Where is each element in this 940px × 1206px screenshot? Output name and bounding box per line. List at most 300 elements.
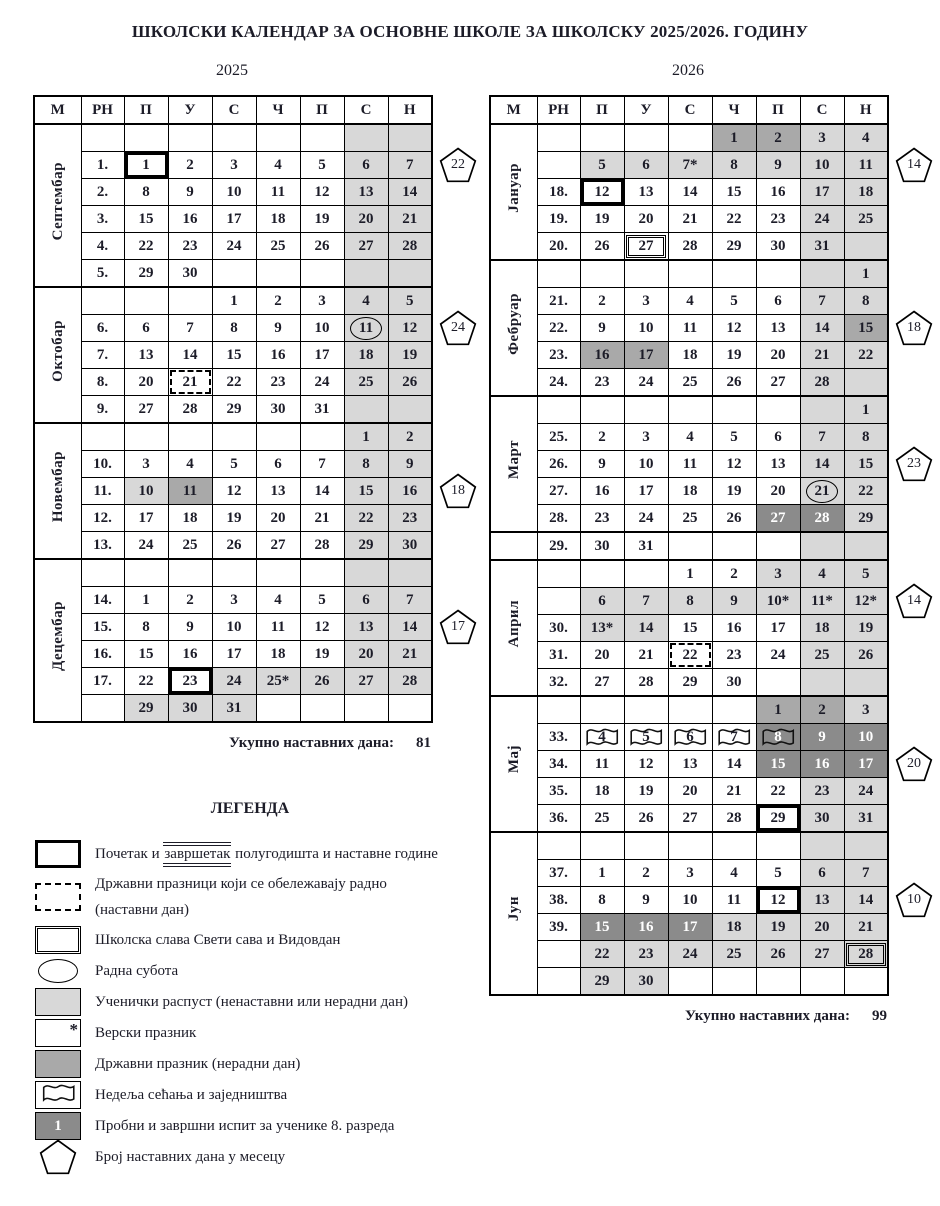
day-number: 24 [314,374,330,390]
day-number: 23 [182,673,198,689]
legend-item [35,871,505,923]
legend-text [95,1144,285,1170]
day-cell [624,696,668,724]
day-cell [756,206,800,233]
day-cell [388,396,432,424]
day-cell [624,832,668,860]
day-number: 28 [182,401,198,417]
day-number: 18 [182,510,198,526]
dashed-box-icon [35,883,81,911]
month-label-text: Децембар [49,600,66,672]
day-number: 27 [594,674,610,690]
legend-text [95,1082,287,1108]
day-number: 4 [598,729,606,745]
day-cell [800,342,844,369]
day-cell [388,179,432,206]
day-cell [300,287,344,315]
light-box-icon [35,988,81,1016]
day-cell [388,233,432,260]
day-number: 17 [638,483,654,499]
day-cell [624,478,668,505]
day-cell [712,124,756,152]
day-cell [844,532,888,560]
day-number: 4 [274,592,282,608]
legend-text [95,841,438,867]
day-cell [124,287,168,315]
day-number: 23 [638,946,654,962]
teaching-days-pentagon [895,310,933,346]
legend-item [35,957,505,985]
day-number: 25 [182,537,198,553]
day-number: 17 [226,646,242,662]
day-cell [624,206,668,233]
day-cell [668,451,712,478]
day-number: 12 [402,320,418,336]
teaching-days-pentagon [895,882,933,918]
day-cell [580,914,624,941]
day-cell [844,832,888,860]
day-number: 17 [638,347,654,363]
day-cell [712,369,756,397]
day-number: 23 [182,238,198,254]
month-label [34,559,81,722]
day-cell [212,695,256,723]
month-label [34,124,81,287]
day-cell [844,724,888,751]
day-number: 16 [270,347,286,363]
day-cell [300,179,344,206]
week-number-cell: 25. [537,424,580,451]
week-number-cell [537,260,580,288]
day-number: 6 [598,593,606,609]
day-cell [712,860,756,887]
day-number: 21 [182,374,198,390]
day-cell [756,887,800,914]
day-cell [300,396,344,424]
week-number-cell: 38. [537,887,580,914]
legend-text-part: завршетак [163,842,231,867]
day-cell [800,315,844,342]
day-cell [756,451,800,478]
legend-item [35,1112,505,1140]
day-cell [844,751,888,778]
day-number: 29 [858,510,874,526]
day-cell [388,451,432,478]
day-cell [124,641,168,668]
day-cell [580,805,624,833]
day-cell [800,588,844,615]
day-number: 9 [730,593,738,609]
day-cell [580,152,624,179]
legend-text-part: Државни празник (нерадни дан) [95,1056,301,1072]
day-cell [712,724,756,751]
day-cell [756,724,800,751]
day-cell [712,260,756,288]
day-cell [800,451,844,478]
day-cell [344,559,388,587]
day-cell [624,968,668,996]
day-number: 14 [314,483,330,499]
legend-text [95,1020,196,1046]
day-number: 27 [138,401,154,417]
day-cell [624,315,668,342]
day-number: 12* [854,593,877,609]
day-cell [168,695,212,723]
day-number: 13 [770,320,786,336]
day-header-cell: С [344,96,388,124]
day-cell [624,532,668,560]
day-cell [580,642,624,669]
day-number: 18 [858,184,874,200]
day-number: 22 [858,347,874,363]
day-number: 11 [358,320,374,337]
day-cell [756,288,800,315]
day-cell [168,505,212,532]
day-cell [168,423,212,451]
total-label: Укупно наставних дана: [685,1008,850,1024]
day-cell [756,778,800,805]
day-number: 5 [862,566,870,582]
week-number-cell [537,396,580,424]
day-header-cell: С [800,96,844,124]
day-cell [624,124,668,152]
day-number: 2 [774,130,782,146]
legend-symbol-double-box [35,926,81,954]
day-number: 21 [402,646,418,662]
day-number: 29 [682,674,698,690]
day-cell [712,451,756,478]
day-cell [844,124,888,152]
day-cell [580,342,624,369]
teaching-days-count: 14 [907,592,921,608]
day-cell [712,968,756,996]
day-cell [624,369,668,397]
legend-symbol-ellipse [35,957,81,985]
day-cell [756,968,800,996]
teaching-days-count: 17 [451,618,465,634]
calendar-table-2025 [33,95,433,723]
day-cell [844,396,888,424]
day-number: 1 [862,402,870,418]
day-cell [668,778,712,805]
day-cell [124,451,168,478]
day-cell [844,152,888,179]
day-number: 9 [774,157,782,173]
day-number: 12 [638,756,654,772]
day-number: 5 [642,729,650,745]
day-number: 29 [138,700,154,716]
day-number: 21 [858,919,874,935]
day-number: 30 [402,537,418,553]
day-cell [712,532,756,560]
legend-text-line [95,1144,285,1170]
day-cell [712,206,756,233]
legend-item [35,840,505,868]
day-number: 1 [774,702,782,718]
day-cell [668,751,712,778]
legend-text [95,958,178,984]
day-cell [256,641,300,668]
legend-text-line [95,1082,287,1108]
day-number: 14 [814,320,830,336]
month-label-text: Новембар [49,450,66,523]
day-header-cell: У [168,96,212,124]
day-number: 16 [814,756,830,772]
day-cell [712,615,756,642]
day-number: 22 [682,647,698,663]
teaching-days-count: 23 [907,455,921,471]
day-cell [756,860,800,887]
day-cell [844,941,888,968]
day-cell [212,451,256,478]
day-cell [800,206,844,233]
day-number: 28 [638,674,654,690]
day-number: 3 [318,293,326,309]
day-cell [668,941,712,968]
day-number: 14 [858,892,874,908]
day-cell [256,478,300,505]
day-cell [668,505,712,533]
day-cell [844,233,888,261]
day-number: 8 [774,729,782,745]
day-number: 19 [770,919,786,935]
day-cell [756,315,800,342]
day-number: 3 [774,566,782,582]
day-number: 27 [270,537,286,553]
day-number: 22 [594,946,610,962]
day-number: 17 [138,510,154,526]
day-cell [300,614,344,641]
teaching-days-count: 18 [907,319,921,335]
day-cell [256,423,300,451]
day-cell [844,669,888,697]
day-cell [668,805,712,833]
day-number: 4 [274,157,282,173]
day-cell [300,587,344,614]
day-number: 24 [638,374,654,390]
week-number-cell: 3. [81,206,124,233]
day-number: 9 [598,320,606,336]
day-cell [256,396,300,424]
day-cell [168,260,212,288]
day-number: 26 [402,374,418,390]
day-number: 5 [318,592,326,608]
day-number: 25 [682,374,698,390]
day-cell [256,233,300,260]
day-cell [800,179,844,206]
day-number: 14 [182,347,198,363]
week-number-cell: 12. [81,505,124,532]
day-cell [668,288,712,315]
day-number: 23 [814,783,830,799]
day-number: 9 [186,184,194,200]
day-number: 19 [726,483,742,499]
day-cell [756,615,800,642]
teaching-days-pentagon [895,446,933,482]
day-number: 28 [814,374,830,390]
month-label [490,124,537,260]
day-cell [212,668,256,695]
week-number-cell: 2. [81,179,124,206]
day-cell [256,695,300,723]
day-cell [668,588,712,615]
day-number: 22 [226,374,242,390]
day-cell [668,233,712,261]
month-label-text: Фебруар [505,292,522,355]
day-number: 30 [182,265,198,281]
day-cell [580,505,624,533]
day-cell [344,260,388,288]
teaching-days-count: 18 [451,482,465,498]
day-cell [580,288,624,315]
day-cell [580,233,624,261]
day-cell [668,532,712,560]
day-number: 11* [811,593,833,609]
day-number: 14 [726,756,742,772]
day-cell [256,152,300,179]
week-number-cell: 37. [537,860,580,887]
legend-text [95,1113,394,1139]
day-header-cell: М [34,96,81,124]
day-number: 3 [230,157,238,173]
day-header-cell: Н [388,96,432,124]
day-cell [212,233,256,260]
teaching-days-pentagon [439,609,477,645]
day-number: 19 [858,620,874,636]
day-number: 23 [594,510,610,526]
legend-text-line [95,1051,300,1077]
week-number-cell: 8. [81,369,124,396]
day-number: 7 [818,429,826,445]
day-cell [300,315,344,342]
month-label [490,396,537,532]
legend-item [35,1050,505,1078]
month-label [34,423,81,559]
month-label-text: Јануар [505,162,522,213]
week-number-cell [81,423,124,451]
day-number: 24 [226,673,242,689]
day-cell [388,124,432,152]
day-number: 5 [730,293,738,309]
day-cell [624,152,668,179]
week-number-cell: 27. [537,478,580,505]
day-number: 11 [682,456,698,472]
day-number: 11 [682,320,698,336]
day-number: 11 [270,184,286,200]
month-label-text: Мај [505,745,522,774]
week-number-cell [81,124,124,152]
day-cell [800,642,844,669]
day-number: 8 [142,184,150,200]
day-number: 14 [638,620,654,636]
day-number: 27 [358,238,374,254]
day-cell [800,288,844,315]
day-number: 4 [686,429,694,445]
day-cell [300,559,344,587]
day-cell [712,342,756,369]
teaching-days-count: 20 [907,755,921,771]
day-cell [212,287,256,315]
legend-text-line [95,841,438,867]
day-cell [580,832,624,860]
day-number: 19 [402,347,418,363]
day-number: 21 [314,510,330,526]
day-number: 14 [814,456,830,472]
legend-text-part: Број наставних дана у месецу [95,1149,286,1165]
day-cell [624,642,668,669]
day-cell [844,642,888,669]
day-number: 9 [274,320,282,336]
day-cell [844,696,888,724]
total-value: 99 [872,1008,887,1024]
day-cell [712,887,756,914]
day-number: 11 [270,619,286,635]
legend-item [35,1081,505,1109]
day-cell [124,342,168,369]
week-number-cell: 7. [81,342,124,369]
day-number: 12 [726,320,742,336]
day-cell [756,179,800,206]
day-number: 28 [814,510,830,526]
day-number: 10 [638,456,654,472]
day-number: 11 [594,756,610,772]
day-cell [344,315,388,342]
day-cell [580,179,624,206]
day-cell [124,396,168,424]
day-number: 28 [402,238,418,254]
day-cell [624,941,668,968]
legend-text [95,1051,300,1077]
day-cell [388,559,432,587]
day-number: 27 [358,673,374,689]
day-number: 20 [594,647,610,663]
day-number: 26 [226,537,242,553]
legend-text-part: полугодишта и наставне године [231,846,438,862]
week-number-cell: 4. [81,233,124,260]
day-number: 13 [138,347,154,363]
legend-text [95,989,408,1015]
day-cell [800,832,844,860]
month-label-text: Септембар [49,161,66,241]
day-cell [800,424,844,451]
day-number: 2 [730,566,738,582]
day-number: 24 [138,537,154,553]
day-number: 31 [814,238,830,254]
day-number: 11 [182,483,198,499]
day-cell [168,124,212,152]
day-cell [668,669,712,697]
day-number: 30 [594,538,610,554]
day-cell [124,423,168,451]
day-cell [124,206,168,233]
day-number: 16 [594,347,610,363]
legend-text-line [95,1113,394,1139]
day-cell [256,668,300,695]
day-cell [624,914,668,941]
day-number: 3 [642,293,650,309]
day-number: 6 [686,729,694,745]
day-cell [388,315,432,342]
day-cell [300,423,344,451]
day-number: 24 [226,238,242,254]
day-number: 25 [358,374,374,390]
day-cell [844,588,888,615]
day-number: 21 [726,783,742,799]
day-cell [344,695,388,723]
day-number: 7 [818,293,826,309]
day-cell [580,669,624,697]
day-number: 9 [642,892,650,908]
